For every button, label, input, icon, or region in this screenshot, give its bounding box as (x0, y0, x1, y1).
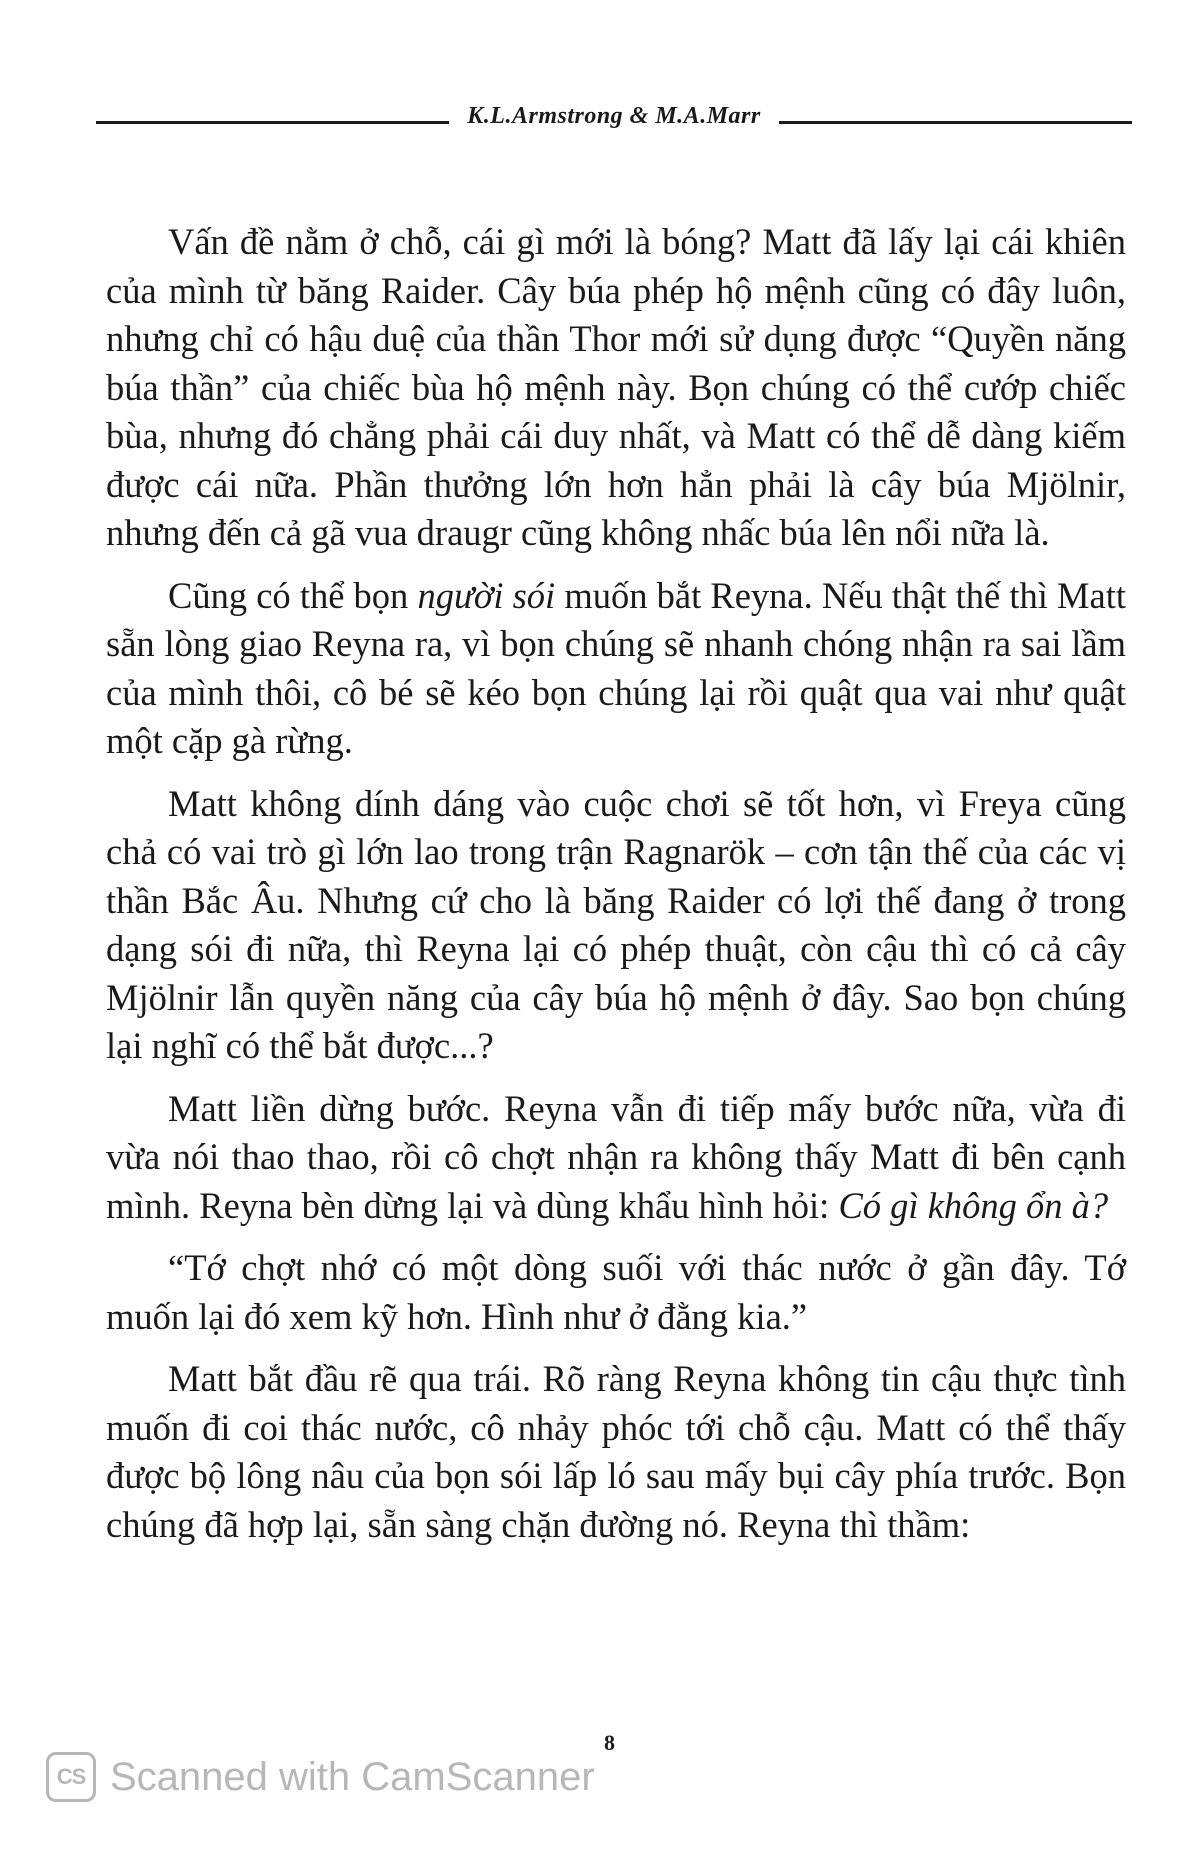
paragraph-2 (106, 572, 1126, 766)
running-header (96, 96, 1132, 136)
paragraph-1 (106, 218, 1126, 558)
paragraph-3-text: Matt không dính dáng vào cuộc chơi sẽ tốt hơn, vì Freya cũng chả có vai trò gì lớn lao trong trận Ragnarök – cơn tận thế của các vị thần Bắc Âu. Nhưng cứ cho là băng Raider có lợi thế đang ở trong dạng sói đi nữa, thì Reyna lại có phép thuật, còn cậu thì có cả cây Mjölnir lẫn quyền năng của cây búa hộ mệnh ở đây. Sao bọn chúng lại nghĩ có thể bắt được...? (106, 782, 1126, 1066)
paragraph-4-italic: Có gì không ổn à? (838, 1184, 1109, 1226)
header-rule-left (96, 121, 449, 124)
paragraph-2-after: muốn bắt Reyna. Nếu thật thế thì Matt sẵn lòng giao Reyna ra, vì bọn chúng sẽ nhanh chóng nhận ra sai lầm của mình thôi, cô bé sẽ kéo bọn chúng lại rồi quật qua vai như quật một cặp gà rừng. (106, 574, 1126, 761)
paragraph-4 (106, 1085, 1126, 1231)
paragraph-2-before: Cũng có thể bọn (168, 574, 418, 616)
scanner-watermark-text: Scanned with CamScanner (110, 1754, 595, 1799)
paragraph-4-before: Matt liền dừng bước. Reyna vẫn đi tiếp mấy bước nữa, vừa đi vừa nói thao thao, rồi cô chợt nhận ra không thấy Matt đi bên cạnh mình. Reyna bèn dừng lại và dùng khẩu hình hỏi: (106, 1087, 1126, 1226)
header-rule-right (779, 121, 1132, 124)
paragraph-2-italic: người sói (417, 574, 556, 616)
paragraph-3 (106, 780, 1126, 1071)
paragraph-6-text: Matt bắt đầu rẽ qua trái. Rõ ràng Reyna không tin cậu thực tình muốn đi coi thác nước, cô nhảy phóc tới chỗ cậu. Matt có thể thấy được bộ lông nâu của bọn sói lấp ló sau mấy bụi cây phía trước. Bọn chúng đã hợp lại, sẵn sàng chặn đường nó. Reyna thì thầm: (106, 1358, 1126, 1545)
paragraph-1-text: Vấn đề nằm ở chỗ, cái gì mới là bóng? Matt đã lấy lại cái khiên của mình từ băng Raider. Cây búa phép hộ mệnh cũng có đây luôn, nhưng chỉ có hậu duệ của thần Thor mới sử dụng được “Quyền năng búa thần” của chiếc bùa hộ mệnh này. Bọn chúng có thể cướp chiếc bùa, nhưng đó chẳng phải cái duy nhất, và Matt có thể dễ dàng kiếm được cái nữa. Phần thưởng lớn hơn hẳn phải là cây búa Mjölnir, nhưng đến cả gã vua draugr cũng không nhấc búa lên nổi nữa là. (106, 221, 1126, 553)
paragraph-5-text: “Tớ chợt nhớ có một dòng suối với thác nước ở gần đây. Tớ muốn lại đó xem kỹ hơn. Hình như ở đằng kia.” (106, 1247, 1126, 1337)
header-authors: K.L.Armstrong & M.A.Marr (467, 102, 761, 129)
scanner-watermark (46, 1752, 595, 1802)
paragraph-5 (106, 1244, 1126, 1341)
camscanner-logo-icon: CS (46, 1752, 96, 1802)
page-body (106, 218, 1126, 1563)
page-number: 8 (604, 1730, 615, 1755)
paragraph-6 (106, 1355, 1126, 1549)
